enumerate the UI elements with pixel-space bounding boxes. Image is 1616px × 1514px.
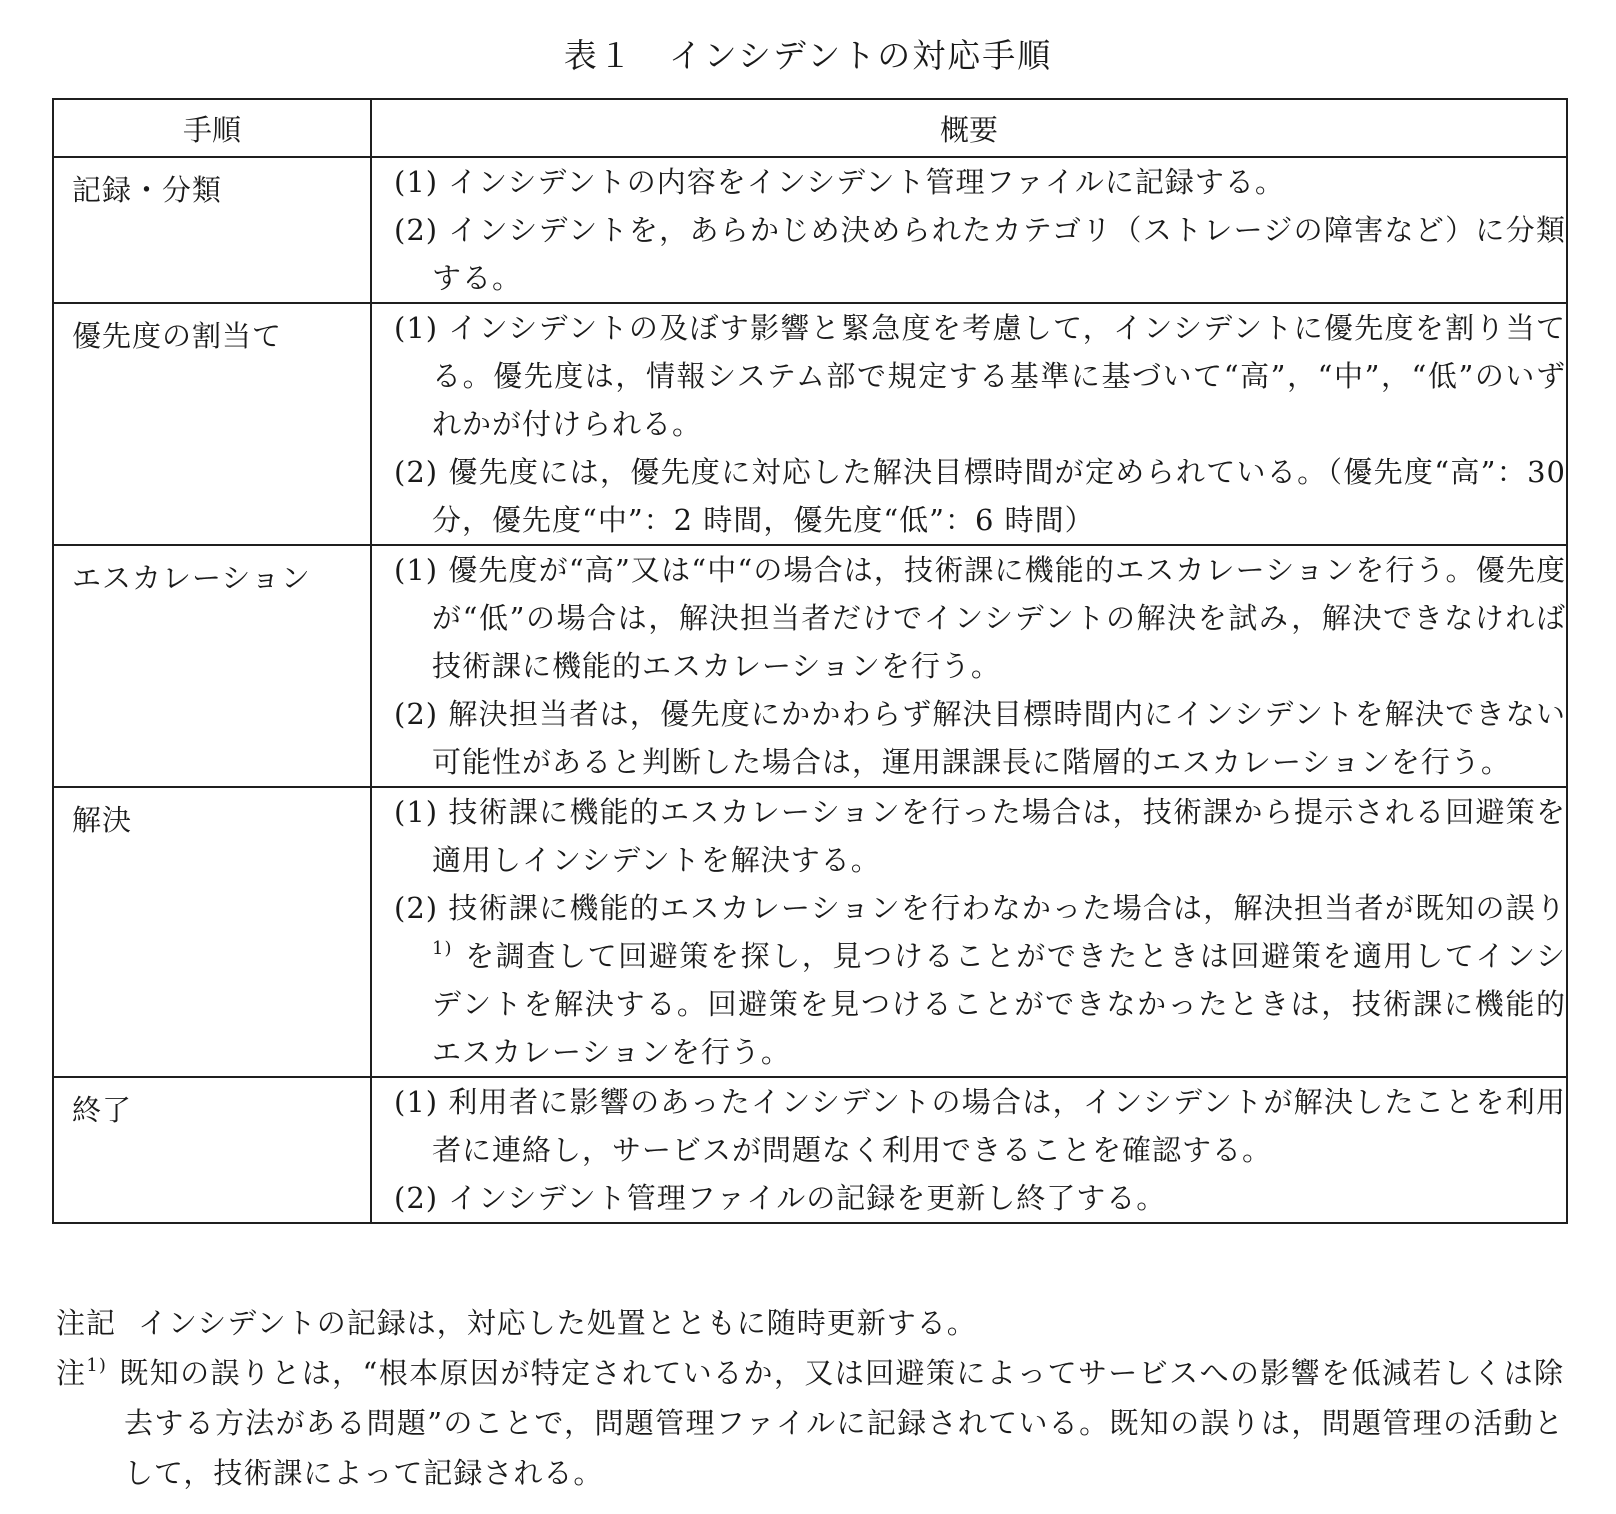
table-row xyxy=(53,1077,1567,1223)
step-label: エスカレーション xyxy=(72,561,311,595)
table-row xyxy=(53,303,1567,545)
footnote-label: 注 xyxy=(56,1356,87,1390)
notes-section xyxy=(56,1298,1564,1498)
table-row xyxy=(53,545,1567,787)
item-text: インシデントの内容をインシデント管理ファイルに記録する。 xyxy=(448,165,1285,199)
item-text: 優先度が“高”又は“中“の場合は，技術課に機能的エスカレーションを行う。優先度が“低”の場合は，解決担当者だけでインシデントの解決を試み，解決できなければ技術課に機能的エスカレーションを行う。 xyxy=(432,553,1566,683)
table-row xyxy=(53,157,1567,303)
step-label: 記録・分類 xyxy=(72,173,223,207)
summary-item xyxy=(372,690,1566,786)
item-text: 利用者に影響のあったインシデントの場合は，インシデントが解決したことを利用者に連絡し，サービスが問題なく利用できることを確認する。 xyxy=(432,1085,1566,1167)
item-number: (2) xyxy=(394,891,439,925)
item-text: インシデントの及ぼす影響と緊急度を考慮して，インシデントに優先度を割り当てる。優先度は，情報システム部で規定する基準に基づいて“高”，“中”，“低”のいずれかが付けられる。 xyxy=(432,311,1566,441)
footnote-text: 既知の誤りとは，“根本原因が特定されているか，又は回避策によってサービスへの影響を低減若しくは除去する方法がある問題”のことで，問題管理ファイルに記録されている。既知の誤りは，問題管理の活動として，技術課によって記録される。 xyxy=(118,1356,1564,1490)
summary-item xyxy=(372,788,1566,884)
step-label: 解決 xyxy=(72,803,133,837)
item-text-before: 技術課に機能的エスカレーションを行わなかった場合は，解決担当者が既知の誤り xyxy=(448,891,1566,925)
step-cell xyxy=(53,787,371,1077)
step-cell xyxy=(53,303,371,545)
item-text: インシデント管理ファイルの記録を更新し終了する。 xyxy=(448,1181,1167,1215)
summary-cell xyxy=(371,1077,1567,1223)
item-text: 解決担当者は，優先度にかかわらず解決目標時間内にインシデントを解決できない可能性があると判断した場合は，運用課課長に階層的エスカレーションを行う。 xyxy=(432,697,1566,779)
table-header-row xyxy=(53,99,1567,157)
header-summary: 概要 xyxy=(371,99,1567,157)
summary-item xyxy=(372,1174,1566,1222)
item-number: (1) xyxy=(394,553,439,587)
summary-cell xyxy=(371,787,1567,1077)
note-label: 注記 xyxy=(56,1306,117,1340)
summary-item xyxy=(372,448,1566,544)
item-number: (1) xyxy=(394,1085,439,1119)
item-number: (2) xyxy=(394,455,439,489)
item-text-after: を調査して回避策を探し，見つけることができたときは回避策を適用してインシデントを解決する。回避策を見つけることができなかったときは，技術課に機能的エスカレーションを行う。 xyxy=(432,939,1566,1069)
footnote-known-error xyxy=(56,1348,1564,1498)
step-label: 優先度の割当て xyxy=(72,319,283,353)
note-text: インシデントの記録は，対応した処置とともに随時更新する。 xyxy=(138,1306,977,1340)
summary-item xyxy=(372,1078,1566,1174)
step-cell xyxy=(53,1077,371,1223)
item-number: (1) xyxy=(394,165,439,199)
footnote-ref: 1) xyxy=(432,938,453,959)
table-title: 表１ インシデントの対応手順 xyxy=(563,36,1053,75)
note-record xyxy=(56,1298,1564,1348)
header-step: 手順 xyxy=(53,99,371,157)
item-number: (2) xyxy=(394,697,439,731)
step-label: 終了 xyxy=(72,1093,133,1127)
step-cell xyxy=(53,157,371,303)
table-row xyxy=(53,787,1567,1077)
summary-item xyxy=(372,546,1566,690)
summary-item xyxy=(372,304,1566,448)
item-text: インシデントを，あらかじめ決められたカテゴリ（ストレージの障害など）に分類する。 xyxy=(432,213,1566,295)
item-number: (2) xyxy=(394,213,439,247)
step-cell xyxy=(53,545,371,787)
summary-item xyxy=(372,158,1566,206)
footnote-mark: 1) xyxy=(86,1355,107,1376)
incident-procedure-table xyxy=(52,98,1568,1224)
item-text: 優先度には，優先度に対応した解決目標時間が定められている。（優先度“高”：30 分，優先度“中”：2 時間，優先度“低”：6 時間） xyxy=(432,455,1566,537)
summary-cell xyxy=(371,157,1567,303)
item-number: (1) xyxy=(394,795,439,829)
item-text: 技術課に機能的エスカレーションを行った場合は，技術課から提示される回避策を適用しインシデントを解決する。 xyxy=(432,795,1566,877)
summary-cell xyxy=(371,303,1567,545)
summary-cell xyxy=(371,545,1567,787)
item-number: (1) xyxy=(394,311,439,345)
summary-item xyxy=(372,206,1566,302)
summary-item xyxy=(372,884,1566,1076)
item-number: (2) xyxy=(394,1181,439,1215)
